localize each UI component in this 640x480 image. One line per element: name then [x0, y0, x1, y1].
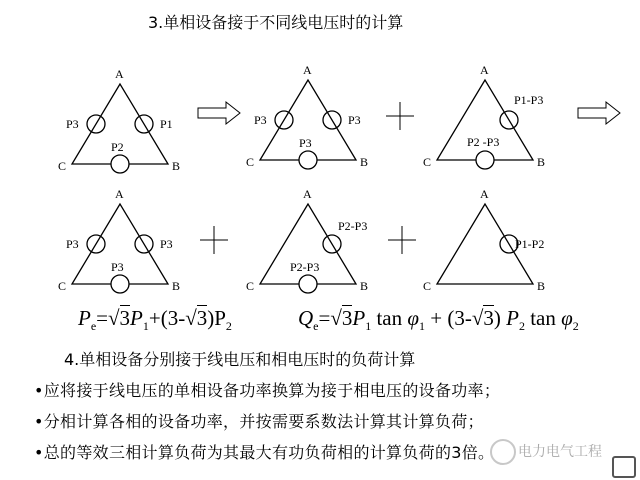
- vertex-a: A: [303, 63, 312, 77]
- load-circle: [111, 275, 129, 293]
- formula-part: 2: [518, 319, 525, 334]
- formula-part: e: [313, 319, 319, 334]
- vertex-b: B: [172, 159, 181, 173]
- vertex-b: B: [537, 279, 546, 293]
- load-label: P3: [254, 113, 267, 127]
- load-circle: [476, 151, 494, 169]
- load-circle: [299, 275, 317, 293]
- load-label: P1: [160, 117, 173, 131]
- plus-icon: [386, 102, 414, 130]
- formula-part: 3: [483, 306, 494, 330]
- sqrt-icon: √: [108, 306, 120, 330]
- load-label: P3: [111, 260, 124, 274]
- load-label: P3: [160, 237, 173, 251]
- vertex-c: C: [423, 155, 432, 169]
- vertex-c: C: [58, 279, 67, 293]
- watermark-logo-icon: [490, 439, 516, 465]
- page-title: 3.单相设备接于不同线电压时的计算: [148, 13, 404, 32]
- vertex-c: C: [246, 155, 255, 169]
- sqrt-icon: √: [185, 306, 197, 330]
- formula-part: 1: [142, 319, 149, 334]
- formula-part: 1: [365, 319, 372, 334]
- formula-part: P: [352, 306, 366, 330]
- vertex-a: A: [115, 67, 124, 81]
- formula-part: P: [506, 306, 519, 330]
- vertex-c: C: [58, 159, 67, 173]
- load-label: P2: [111, 140, 124, 154]
- formula-part: 1: [418, 319, 425, 334]
- formula-part: + (3-: [424, 306, 472, 330]
- formula-part: 3: [341, 306, 353, 330]
- right-arrow-icon: [198, 102, 240, 124]
- load-label: P3: [299, 136, 312, 150]
- vertex-b: B: [172, 279, 181, 293]
- formula-qe: [298, 306, 579, 334]
- formula-part: 2: [572, 319, 579, 334]
- formula-part: P: [130, 306, 143, 330]
- load-label: P1-P3: [514, 93, 544, 107]
- formula-part: 2: [225, 319, 232, 334]
- plus-icon: [200, 226, 228, 254]
- formula-part: tan: [371, 306, 408, 330]
- load-label: P3: [66, 117, 79, 131]
- formula-part: 3: [119, 306, 131, 330]
- formula-pe: [78, 306, 232, 334]
- vertex-a: A: [480, 187, 489, 201]
- formula-part: Q: [298, 306, 314, 330]
- watermark-text: 电力电气工程: [518, 444, 602, 460]
- formula-part: φ: [561, 306, 573, 330]
- load-circle: [299, 151, 317, 169]
- vertex-b: B: [537, 155, 546, 169]
- vertex-a: A: [480, 63, 489, 77]
- load-label: P2-P3: [338, 219, 368, 233]
- formula-part: tan: [524, 306, 562, 330]
- right-arrow-icon: [578, 102, 620, 124]
- bullet-item: •应将接于线电压的单相设备功率换算为接于相电压的设备功率；: [34, 381, 501, 400]
- load-label: P2 -P3: [467, 135, 500, 149]
- load-circle: [111, 155, 129, 173]
- formula-part: +(3-: [148, 306, 186, 330]
- load-label: P1-P2: [515, 237, 545, 251]
- vertex-c: C: [246, 279, 255, 293]
- plus-icon: [388, 226, 416, 254]
- formula-part: =: [318, 306, 331, 330]
- formula-part: P: [78, 306, 91, 330]
- load-label: P3: [348, 113, 361, 127]
- sqrt-icon: √: [330, 306, 342, 330]
- vertex-a: A: [115, 187, 124, 201]
- image-corner-icon: [612, 456, 636, 478]
- formula-part: )P: [207, 306, 226, 330]
- bullet-item: •总的等效三相计算负荷为其最大有功负荷相的计算负荷的3倍。: [34, 443, 495, 462]
- formula-part: φ: [407, 306, 419, 330]
- bullet-item: •分相计算各相的设备功率，并按需要系数法计算其计算负荷；: [34, 412, 484, 431]
- vertex-b: B: [360, 155, 369, 169]
- load-label: P2-P3: [290, 260, 320, 274]
- formula-part: =: [96, 306, 108, 330]
- formula-part: e: [90, 319, 97, 334]
- section-4-title: 4.单相设备分别接于线电压和相电压时的负荷计算: [64, 350, 416, 369]
- load-label: P3: [66, 237, 79, 251]
- formula-part: 3: [196, 306, 208, 330]
- formula-part: ): [493, 306, 507, 330]
- vertex-b: B: [360, 279, 369, 293]
- vertex-a: A: [303, 187, 312, 201]
- sqrt-icon: √: [471, 306, 484, 330]
- vertex-c: C: [423, 279, 432, 293]
